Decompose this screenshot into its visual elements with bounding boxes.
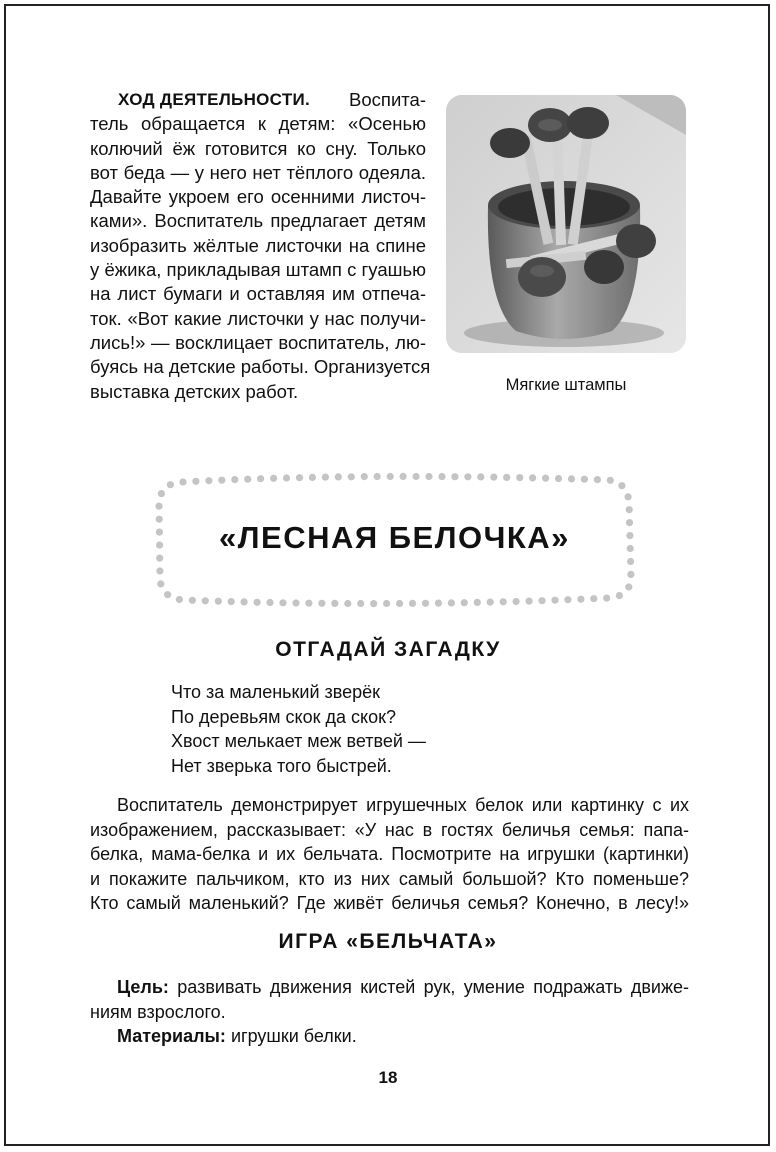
materials-line (90, 1024, 689, 1049)
page-number: 18 (378, 1068, 398, 1087)
sponge-stamps-illustration (446, 95, 686, 353)
intro-line: лись!» — восклицает воспитатель, лю- (90, 331, 426, 353)
riddle-poem (171, 680, 426, 778)
intro-line: колючий ёж готовится ко сну. Только (90, 137, 426, 159)
intro-line: вот беда — у него нет тёплого одеяла. (90, 161, 426, 183)
story-line: и покажите пальчиком, кто из них самый большой? Кто поменьше? (90, 868, 689, 889)
intro-line: выставка детских работ. (90, 380, 299, 402)
story-line: Кто самый маленький? Где живёт беличья семья? Конечно, в лесу!» (90, 893, 689, 913)
story-paragraph (90, 793, 689, 916)
poem-line: Хвост мелькает меж ветвей — (171, 731, 426, 751)
goal-label: Цель: (117, 977, 169, 997)
intro-line: тель обращается к детям: «Осенью (90, 113, 426, 135)
goal-line-2: ниям взрослого. (90, 1001, 226, 1022)
intro-first-line (90, 88, 426, 112)
section-banner (153, 468, 636, 608)
intro-line-1-tail: Воспита- (349, 89, 426, 110)
goal-line (90, 975, 689, 1000)
materials-label: Материалы: (117, 1026, 226, 1046)
photo-caption: Мягкие штампы (505, 376, 627, 394)
sponge-stamps-photo (446, 95, 686, 353)
story-line: изображением, рассказывает: «У нас в гостях беличья семья: папа- (90, 819, 689, 840)
intro-line: буясь на детские работы. Организуется (90, 356, 431, 378)
intro-line: на лист бумаги и оставляя им отпеча- (90, 283, 426, 305)
goal-text: развивать движения кистей рук, умение подражать движе- (177, 977, 689, 997)
intro-line: Давайте укроем его осенними листоч- (90, 186, 426, 208)
game-details (90, 975, 689, 1049)
intro-paragraph (90, 88, 431, 404)
riddle-heading: ОТГАДАЙ ЗАГАДКУ (275, 638, 501, 661)
materials-text: игрушки белки. (230, 1026, 357, 1046)
intro-line: ток. «Вот какие листочки у нас получи- (90, 307, 426, 329)
story-line: белка, мама-белка и их бельчата. Посмотрите на игрушки (картинки) (90, 844, 689, 864)
poem-line: По деревьям скок да скок? (171, 706, 396, 727)
intro-line: ками». Воспитатель предлагает детям (90, 210, 426, 232)
poem-line: Нет зверька того быстрей. (171, 755, 392, 776)
poem-line: Что за маленький зверёк (171, 682, 381, 702)
section-title: «ЛЕСНАЯ БЕЛОЧКА» (219, 520, 570, 555)
game-heading: ИГРА «БЕЛЬЧАТА» (278, 930, 498, 953)
intro-line: изобразить жёлтые листочки на спине (90, 234, 426, 256)
intro-line: у ёжика, прикладывая штамп с гуашью (90, 259, 426, 281)
activity-heading: ХОД ДЕЯТЕЛЬНОСТИ. (118, 90, 311, 109)
story-line: Воспитатель демонстрирует игрушечных белок или картинку с их (117, 795, 689, 815)
